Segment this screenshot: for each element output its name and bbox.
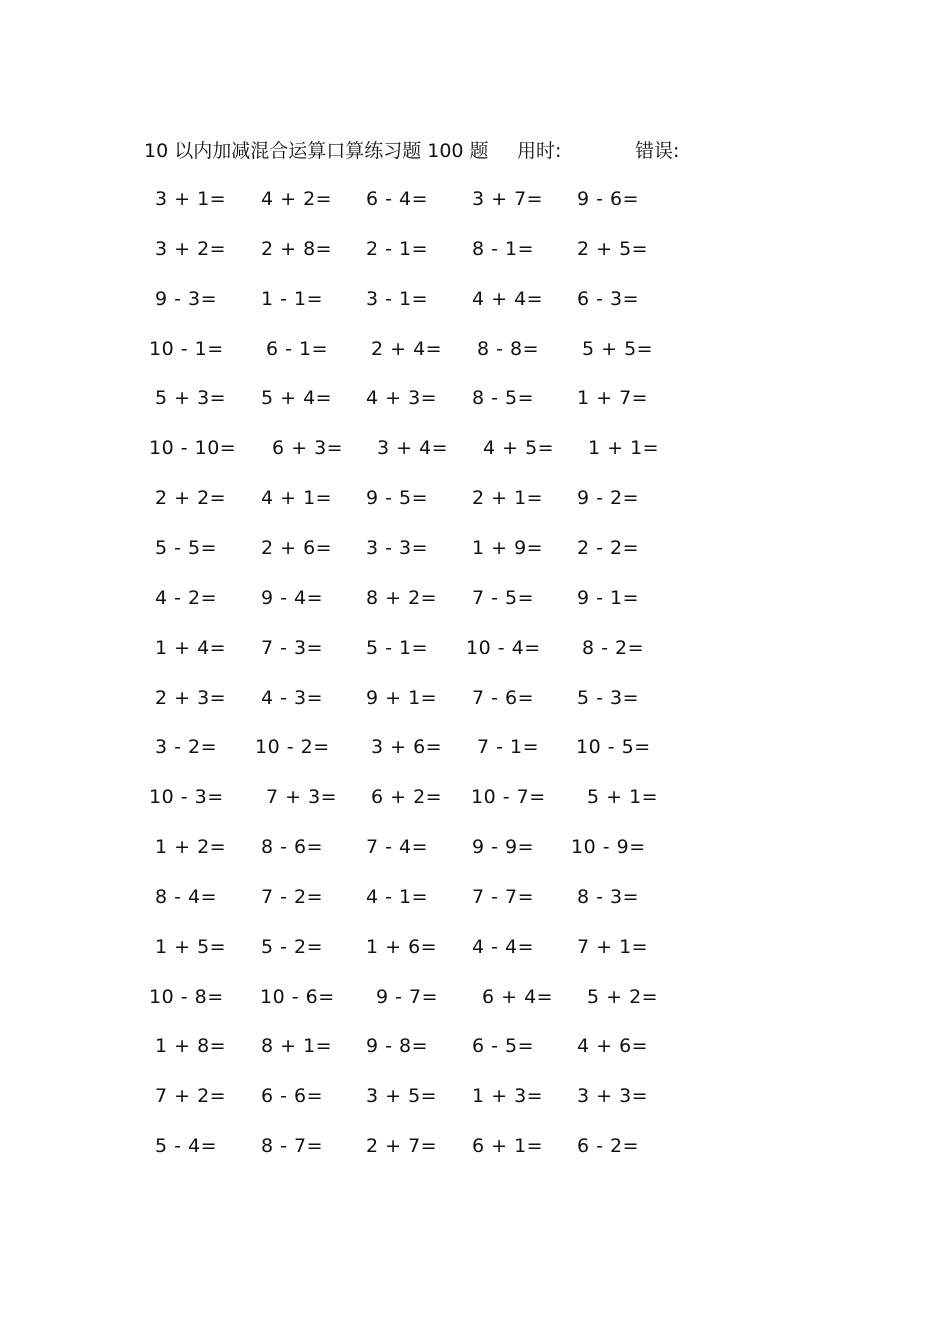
error-label: 错误: [635,140,680,162]
problem-item: 2 - 1= [366,237,429,260]
problem-item: 1 + 2= [155,836,227,859]
problem-item: 9 - 1= [577,586,640,609]
problem-row [0,882,950,912]
problem-item: 4 - 4= [472,935,535,958]
problem-item: 6 - 1= [266,337,329,360]
problem-item: 2 + 2= [155,487,227,510]
problem-item: 8 - 4= [155,885,218,908]
problem-item: 4 + 1= [261,487,333,510]
problem-item: 4 + 6= [577,1035,649,1058]
problem-item: 9 - 3= [155,287,218,310]
problem-item: 9 - 6= [577,188,640,210]
problem-row [0,234,950,264]
problem-item: 9 - 7= [376,985,439,1008]
problem-row [0,1081,950,1111]
problem-item: 5 - 4= [155,1135,218,1158]
problem-item: 4 - 3= [261,686,324,709]
worksheet-title: 10 以内加减混合运算口算练习题 100 题 [144,140,489,162]
problem-row [0,982,950,1012]
problem-item: 7 - 4= [366,836,429,859]
problem-row [0,1031,950,1061]
problem-item: 6 + 3= [272,437,344,460]
problem-item: 10 - 6= [260,985,335,1008]
problem-item: 1 - 1= [261,287,324,310]
problem-item: 8 + 2= [366,586,438,609]
problem-item: 10 - 10= [149,437,237,460]
problem-item: 10 - 3= [149,786,224,809]
problem-item: 9 - 4= [261,586,324,609]
problem-item: 6 - 2= [577,1135,640,1158]
problem-item: 8 - 1= [472,237,535,260]
problem-item: 3 + 5= [366,1085,438,1108]
problem-item: 8 - 7= [261,1135,324,1158]
problem-item: 2 + 8= [261,237,333,260]
problem-item: 10 - 2= [255,736,330,759]
problem-row [0,334,950,364]
problem-item: 7 - 1= [477,736,540,759]
problem-item: 7 - 2= [261,885,324,908]
problem-item: 7 - 6= [472,686,535,709]
problem-item: 7 - 3= [261,636,324,659]
problem-item: 3 - 2= [155,736,218,759]
problem-item: 7 - 7= [472,885,535,908]
problem-item: 9 - 5= [366,487,429,510]
problem-item: 7 + 2= [155,1085,227,1108]
problem-item: 9 - 9= [472,836,535,859]
problem-item: 2 + 6= [261,536,333,559]
problem-row [0,433,950,463]
problem-item: 1 + 3= [472,1085,544,1108]
problem-row [0,633,950,663]
problem-item: 4 + 2= [261,188,333,210]
problem-item: 4 + 4= [472,287,544,310]
problem-item: 6 + 2= [371,786,443,809]
problem-row [0,284,950,314]
problem-item: 4 - 1= [366,885,429,908]
problem-item: 1 + 7= [577,387,649,410]
problem-item: 2 + 5= [577,237,649,260]
problem-item: 3 + 6= [371,736,443,759]
problem-item: 8 - 6= [261,836,324,859]
problem-item: 1 + 6= [366,935,438,958]
problem-item: 2 + 3= [155,686,227,709]
problem-item: 7 + 1= [577,935,649,958]
problem-row [0,383,950,413]
problem-item: 5 + 5= [582,337,654,360]
problem-item: 8 - 5= [472,387,535,410]
problem-item: 3 + 1= [155,188,227,210]
problem-item: 6 - 3= [577,287,640,310]
problem-item: 1 + 8= [155,1035,227,1058]
problem-item: 5 + 2= [587,985,659,1008]
problem-row [0,583,950,613]
problem-item: 5 - 1= [366,636,429,659]
problem-item: 10 - 1= [149,337,224,360]
problem-item: 7 + 3= [266,786,338,809]
problem-item: 3 - 3= [366,536,429,559]
problem-row [0,184,950,214]
problem-item: 5 + 4= [261,387,333,410]
problem-item: 6 + 1= [472,1135,544,1158]
problem-row [0,483,950,513]
problem-item: 2 - 2= [577,536,640,559]
problem-row [0,832,950,862]
problem-item: 2 + 4= [371,337,443,360]
problem-item: 6 - 5= [472,1035,535,1058]
problem-item: 6 - 6= [261,1085,324,1108]
problem-item: 3 + 7= [472,188,544,210]
problem-item: 5 - 5= [155,536,218,559]
problem-item: 4 + 3= [366,387,438,410]
problem-row [0,782,950,812]
problem-item: 10 - 9= [571,836,646,859]
problem-item: 6 - 4= [366,188,429,210]
problem-item: 8 - 2= [582,636,645,659]
problem-item: 2 + 1= [472,487,544,510]
problem-item: 5 + 3= [155,387,227,410]
problem-item: 9 - 2= [577,487,640,510]
problem-item: 10 - 7= [471,786,546,809]
problem-item: 8 - 3= [577,885,640,908]
problem-row [0,932,950,962]
problem-item: 6 + 4= [482,985,554,1008]
problem-item: 10 - 4= [466,636,541,659]
problem-item: 3 + 2= [155,237,227,260]
problem-item: 5 - 3= [577,686,640,709]
problem-item: 9 - 8= [366,1035,429,1058]
problem-item: 1 + 1= [588,437,660,460]
problem-item: 4 - 2= [155,586,218,609]
problem-item: 1 + 4= [155,636,227,659]
problem-item: 8 - 8= [477,337,540,360]
problem-item: 2 + 7= [366,1135,438,1158]
problem-row [0,1131,950,1161]
problem-item: 4 + 5= [483,437,555,460]
problem-item: 5 + 1= [587,786,659,809]
problem-item: 3 - 1= [366,287,429,310]
problem-item: 7 - 5= [472,586,535,609]
problem-item: 8 + 1= [261,1035,333,1058]
problem-row [0,683,950,713]
problem-item: 1 + 9= [472,536,544,559]
problem-row [0,533,950,563]
time-label: 用时: [517,140,562,162]
problem-item: 3 + 3= [577,1085,649,1108]
problem-item: 9 + 1= [366,686,438,709]
problem-item: 3 + 4= [377,437,449,460]
problem-item: 10 - 5= [576,736,651,759]
problem-row [0,732,950,762]
problem-item: 1 + 5= [155,935,227,958]
problem-item: 5 - 2= [261,935,324,958]
problem-item: 10 - 8= [149,985,224,1008]
